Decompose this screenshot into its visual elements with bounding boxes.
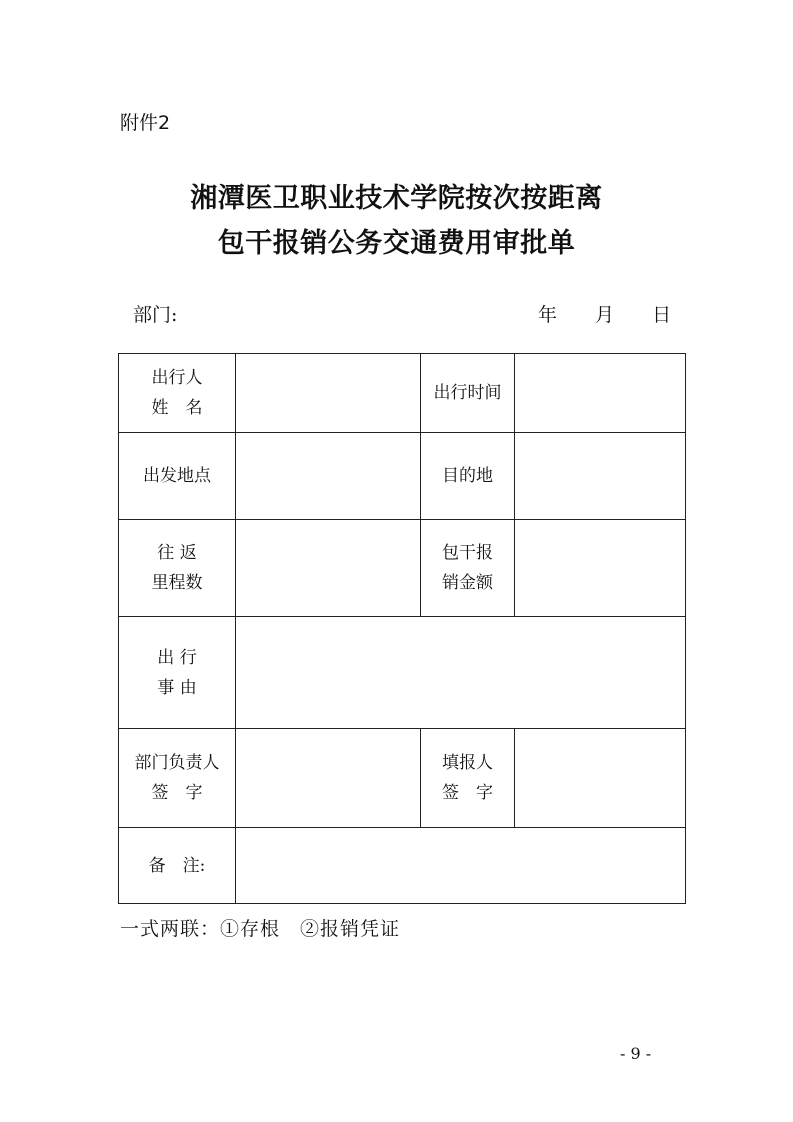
table-row — [119, 729, 686, 828]
copies-note: 一式两联：①存根 ②报销凭证 — [120, 918, 401, 940]
date-line — [538, 300, 671, 327]
page-number: - 9 - — [620, 1044, 652, 1063]
traveler-name-field[interactable] — [236, 354, 421, 433]
destination-label: 目的地 — [421, 433, 515, 520]
year-label: 年 — [538, 304, 558, 326]
departure-place-field[interactable] — [236, 433, 421, 520]
remarks-label: 备 注: — [119, 828, 236, 904]
attachment-label: 附件2 — [120, 112, 171, 134]
form-title-line-1: 湘潭医卫职业技术学院按次按距离 — [190, 183, 603, 214]
table-row — [119, 433, 686, 520]
travel-time-field[interactable] — [515, 354, 686, 433]
day-label: 日 — [652, 304, 672, 326]
department-label: 部门: — [133, 304, 178, 326]
table-row — [119, 520, 686, 617]
dept-head-signature-label: 部门负责人 签 字 — [119, 729, 236, 828]
filler-signature-label: 填报人 签 字 — [421, 729, 515, 828]
table-row — [119, 828, 686, 904]
month-label: 月 — [595, 304, 615, 326]
lump-sum-amount-field[interactable] — [515, 520, 686, 617]
filler-signature-field[interactable] — [515, 729, 686, 828]
dept-head-signature-field[interactable] — [236, 729, 421, 828]
approval-form-table — [118, 353, 686, 904]
travel-reason-label: 出 行 事 由 — [119, 617, 236, 729]
travel-time-label: 出行时间 — [421, 354, 515, 433]
lump-sum-amount-label: 包干报 销金额 — [421, 520, 515, 617]
remarks-field[interactable] — [236, 828, 686, 904]
destination-field[interactable] — [515, 433, 686, 520]
travel-reason-field[interactable] — [236, 617, 686, 729]
departure-place-label: 出发地点 — [119, 433, 236, 520]
table-row — [119, 617, 686, 729]
traveler-name-label: 出行人 姓 名 — [119, 354, 236, 433]
round-trip-mileage-field[interactable] — [236, 520, 421, 617]
form-title-line-2: 包干报销公务交通费用审批单 — [217, 228, 576, 259]
table-row — [119, 354, 686, 433]
round-trip-mileage-label: 往 返 里程数 — [119, 520, 236, 617]
